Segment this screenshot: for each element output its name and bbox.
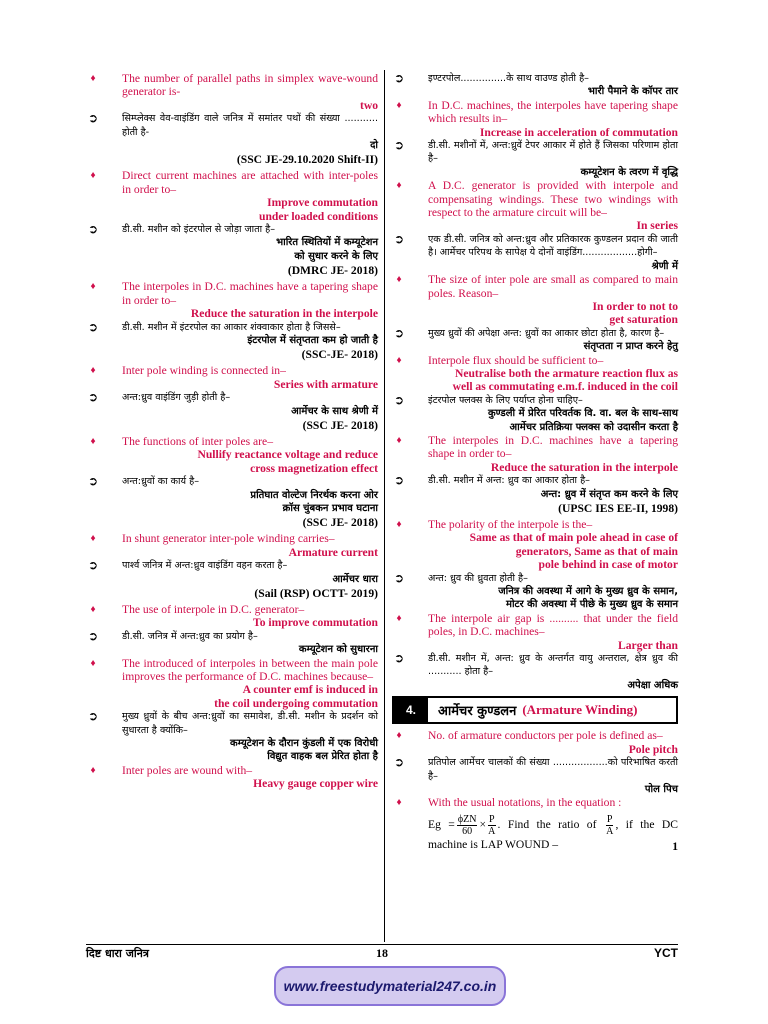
answer-text: अन्त: ध्रुव में संतृप्त कम करने के लिए <box>540 488 678 500</box>
answer-text: well as commutating e.m.f. induced in the coil <box>452 380 678 394</box>
question-text: In shunt generator inter-pole winding carries– <box>122 532 335 546</box>
left-column <box>86 72 378 791</box>
answer-text: Larger than <box>617 638 678 652</box>
answer-text: Increase in acceleration of commutation <box>479 125 678 139</box>
diamond-bullet-icon: ♦ <box>90 533 96 545</box>
answer-text: To improve commutation <box>253 616 378 630</box>
curved-arrow-icon: ➲ <box>393 231 405 246</box>
question-hindi <box>86 321 378 348</box>
exam-reference: (SSC-JE- 2018) <box>301 348 378 362</box>
answer-text: Improve commutation <box>267 196 378 210</box>
answer-text: को सुधार करने के लिए <box>294 250 378 262</box>
diamond-bullet-icon: ♦ <box>396 99 402 111</box>
diamond-bullet-icon: ♦ <box>396 797 402 809</box>
curved-arrow-icon: ➲ <box>87 558 99 573</box>
diamond-bullet-icon: ♦ <box>396 274 402 286</box>
question-english <box>86 603 378 630</box>
question-english <box>392 729 678 756</box>
question-english <box>86 657 378 711</box>
section-title-hindi: आर्मेचर कुण्डलन <box>438 704 517 720</box>
exam-reference: (DMRC JE- 2018) <box>287 264 378 278</box>
answer-text: क्रॉस चुंबकन प्रभाव घटाना <box>282 502 378 514</box>
curved-arrow-icon: ➲ <box>87 474 99 489</box>
times-sign: × <box>479 817 486 831</box>
fraction-p-a <box>488 814 496 837</box>
answer-text: जनित्र की अवस्था में आगे के मुख्य ध्रुव के समान, <box>498 586 678 598</box>
question-text: डी.सी. मशीन में इंटरपोल का आकार शंक्वाकार होता है जिससे– <box>122 321 341 333</box>
exam-reference: (Sail (RSP) OCTT- 2019) <box>254 587 378 600</box>
answer-text: the coil undergoing commutation <box>214 696 378 710</box>
fraction-phizn-60 <box>457 814 478 837</box>
question-text: The interpole air gap is .......... that under the field poles, in D.C. machines– <box>428 611 678 639</box>
question-english <box>392 273 678 327</box>
answer-text: इंटरपोल में संतृप्तता कम हो जाती है <box>247 334 378 346</box>
question-english <box>86 764 378 791</box>
exam-reference: (UPSC IES EE-II, 1998) <box>558 502 678 515</box>
curved-arrow-icon: ➲ <box>87 319 99 334</box>
right-column <box>392 72 678 855</box>
curved-arrow-icon: ➲ <box>393 570 405 585</box>
question-english <box>392 354 678 394</box>
diamond-bullet-icon: ♦ <box>90 365 96 377</box>
question-text: The functions of inter poles are– <box>122 434 273 448</box>
exam-reference: (SSC JE- 2018) <box>302 516 378 530</box>
question-text: डी.सी. मशीन में अन्त: ध्रुव का आकार होता है– <box>428 475 590 487</box>
answer-text: पोल पिच <box>644 783 678 795</box>
answer-text: प्रतिघात वोल्टेज निरर्थक करना ओर <box>250 489 378 501</box>
answer-text: दो <box>370 140 378 152</box>
answer-text: भारी पैमाने के कॉपर तार <box>587 86 678 98</box>
answer-text: get saturation <box>609 313 678 327</box>
question-hindi <box>392 572 678 612</box>
question-hindi <box>392 756 678 796</box>
question-text: मुख्य ध्रुवों के बीच अन्त:ध्रुवों का समावेश, डी.सी. मशीन के प्रदर्शन को सुधारता है क्योंकि– <box>122 711 378 736</box>
curved-arrow-icon: ➲ <box>393 71 405 85</box>
formula-question <box>392 814 678 855</box>
answer-text: Same as that of main pole ahead in case of <box>469 531 678 545</box>
answer-text: Neutralise both the armature reaction flux as <box>454 366 678 380</box>
question-text: मुख्य ध्रुवों की अपेक्षा अन्त: ध्रुवों का आकार छोटा होता है, कारण है– <box>428 327 665 339</box>
fraction-p-a-ratio <box>606 814 614 837</box>
fraction-numerator: ϕZN <box>457 813 477 825</box>
question-english <box>392 612 678 652</box>
question-text: पार्श्व जनित्र में अन्त:ध्रुव वाइंडिंग वहन करता है– <box>122 560 288 572</box>
formula-tail-text: , if the DC machine is LAP WOUND – <box>428 817 678 851</box>
answer-text: pole behind in case of motor <box>538 558 678 572</box>
question-text: The interpoles in D.C. machines have a tapering shape in order to– <box>122 280 378 307</box>
diamond-bullet-icon: ♦ <box>396 612 402 624</box>
answer-text: कुण्डली में प्रेरित परिवर्तक वि. वा. बल के साथ-साथ <box>487 408 678 420</box>
question-hindi <box>86 630 378 657</box>
question-text: अन्त:ध्रुव वाइंडिंग जुड़ी होती है– <box>122 392 231 404</box>
answer-text: In series <box>636 219 678 233</box>
answer-text: अपेक्षा अधिक <box>627 679 678 691</box>
curved-arrow-icon: ➲ <box>87 628 99 643</box>
answer-text: भारित स्थितियों में कम्यूटेशन <box>276 237 378 249</box>
question-text: डी.सी. मशीन को इंटरपोल से जोड़ा जाता है– <box>122 224 276 236</box>
question-english <box>392 179 678 233</box>
question-hindi <box>86 112 378 152</box>
answer-text: कम्यूटेशन के त्वरण में वृद्धि <box>580 166 678 178</box>
diamond-bullet-icon: ♦ <box>90 435 96 447</box>
question-text: Direct current machines are attached with inter-poles in order to– <box>122 169 378 196</box>
diamond-bullet-icon: ♦ <box>396 434 402 446</box>
curved-arrow-icon: ➲ <box>393 325 405 340</box>
answer-text: कम्यूटेशन के दौरान कुंडली में एक विरोधी <box>230 738 378 750</box>
fraction-denominator: A <box>488 825 496 837</box>
formula-mid-text: . Find the ratio of <box>497 817 597 831</box>
answer-text: Series with armature <box>273 377 378 391</box>
question-text: इंटरपोल फ्लक्स के लिए पर्याप्त होना चाहिए– <box>428 394 583 406</box>
question-text: अन्त:ध्रुवों का कार्य है– <box>122 476 200 488</box>
curved-arrow-icon: ➲ <box>393 755 405 770</box>
answer-text: A counter emf is induced in <box>242 683 378 697</box>
question-text: The use of interpole in D.C. generator– <box>122 603 305 616</box>
question-english <box>392 99 678 139</box>
curved-arrow-icon: ➲ <box>87 111 99 126</box>
question-english <box>392 434 678 474</box>
question-text: डी.सी. मशीनों में, अन्त:ध्रुवें टेपर आकार में होते हैं जिसका परिणाम होता है– <box>428 140 678 165</box>
diamond-bullet-icon: ♦ <box>396 730 402 742</box>
question-hindi <box>392 233 678 273</box>
curved-arrow-icon: ➲ <box>87 709 99 724</box>
diamond-bullet-icon: ♦ <box>90 604 96 615</box>
question-english <box>86 364 378 391</box>
answer-text: 1 <box>672 839 678 853</box>
website-link[interactable]: www.freestudymaterial247.co.in <box>274 966 506 1006</box>
question-english <box>86 280 378 320</box>
curved-arrow-icon: ➲ <box>393 473 405 488</box>
answer-text: श्रेणी में <box>651 260 678 272</box>
curved-arrow-icon: ➲ <box>87 390 99 405</box>
question-text: Interpole flux should be sufficient to– <box>428 353 604 367</box>
answer-text: मोटर की अवस्था में पीछे के मुख्य ध्रुव के समान <box>505 599 678 611</box>
question-text: The number of parallel paths in simplex wave-wound generator is- <box>122 72 378 99</box>
diamond-bullet-icon: ♦ <box>90 281 96 293</box>
answer-text: Nullify reactance voltage and reduce <box>197 448 378 462</box>
section-title-english: (Armature Winding) <box>522 702 638 718</box>
question-text: इण्टरपोल...............के साथ वाउण्ड होती है– <box>428 73 589 84</box>
question-text: प्रतिपोल आर्मेचर चालकों की संख्या ..................को परिभाषित करती है– <box>428 757 678 782</box>
answer-text: In order to not to <box>592 299 678 313</box>
exam-reference: (SSC JE-29.10.2020 Shift-II) <box>236 153 378 167</box>
question-hindi <box>86 391 378 418</box>
answer-text: under loaded conditions <box>259 209 378 223</box>
fraction-numerator: P <box>488 813 495 825</box>
exam-reference: (SSC JE- 2018) <box>302 418 378 432</box>
answer-text: generators, Same as that of main <box>515 544 678 558</box>
question-text: A D.C. generator is provided with interpole and compensating windings. These two windings with respect to the armature circuit will be– <box>428 179 678 220</box>
answer-text: विद्युत वाहक बल प्रेरित होता है <box>267 751 378 763</box>
question-text: Inter poles are wound with– <box>122 763 253 777</box>
fraction-denominator: 60 <box>462 825 473 837</box>
question-hindi <box>392 474 678 501</box>
answer-text: कम्यूटेशन को सुधारना <box>298 644 378 656</box>
diamond-bullet-icon: ♦ <box>396 180 402 192</box>
question-text: सिम्प्लेक्स वेव-वाइंडिंग वाले जनित्र में समांतर पथों की संख्या ........... होती है- <box>122 113 378 138</box>
question-english <box>392 518 678 572</box>
question-hindi <box>392 327 678 354</box>
question-text: In D.C. machines, the interpoles have tapering shape which results in– <box>428 98 678 126</box>
question-hindi <box>392 139 678 179</box>
question-english <box>86 532 378 559</box>
page-footer <box>86 944 678 959</box>
question-hindi <box>86 559 378 586</box>
question-text: Inter pole winding is connected in– <box>122 364 286 378</box>
question-text: The size of inter pole are small as compared to main poles. Reason– <box>428 273 678 300</box>
question-english <box>86 435 378 475</box>
question-text: डी.सी. मशीन में, अन्त: ध्रुव के अन्तर्गत वायु अन्तराल, क्षेत्र ध्रुव की ........... होता है– <box>428 653 678 678</box>
diamond-bullet-icon: ♦ <box>90 657 96 669</box>
question-english <box>392 796 678 809</box>
question-english <box>86 72 378 112</box>
question-text: डी.सी. जनित्र में अन्त:ध्रुव का प्रयोग है– <box>122 630 258 642</box>
question-text: No. of armature conductors per pole is defined as– <box>428 729 663 743</box>
answer-text: cross magnetization effect <box>250 461 378 475</box>
fraction-denominator: A <box>606 825 614 837</box>
section-header <box>392 696 678 724</box>
diamond-bullet-icon: ♦ <box>396 354 402 366</box>
question-text: The introduced of interpoles in between the main pole improves the performance of D.C. machines because– <box>122 656 378 684</box>
question-hindi <box>392 652 678 692</box>
question-text: With the usual notations, in the equation : <box>428 796 622 810</box>
answer-text: two <box>359 98 378 112</box>
answer-text: Armature current <box>288 545 378 559</box>
answer-text: आर्मेचर धारा <box>332 573 378 585</box>
question-hindi <box>86 223 378 263</box>
question-hindi <box>86 475 378 515</box>
question-text: एक डी.सी. जनित्र को अन्त:ध्रुव और प्रतिकारक कुण्डलन प्रदान की जाती है। आर्मेचर परिपथ के सापेक्ष ये दोनों वाइंडिंग..................होगी– <box>428 233 678 259</box>
question-hindi <box>392 72 678 99</box>
answer-text: Reduce the saturation in the interpole <box>190 307 378 321</box>
fraction-numerator: P <box>606 813 613 825</box>
page-number: 18 <box>376 946 388 960</box>
question-hindi <box>86 710 378 764</box>
curved-arrow-icon: ➲ <box>393 138 405 153</box>
diamond-bullet-icon: ♦ <box>90 170 96 182</box>
question-text: अन्त: ध्रुव की ध्रुवता होती है– <box>428 572 528 584</box>
footer-brand: YCT <box>654 946 678 960</box>
question-text: The polarity of the interpole is the– <box>428 518 593 531</box>
footer-chapter: दिष्ट धारा जनित्र <box>86 947 149 960</box>
curved-arrow-icon: ➲ <box>393 651 405 666</box>
question-english <box>86 169 378 223</box>
question-hindi <box>392 394 678 434</box>
curved-arrow-icon: ➲ <box>393 392 405 407</box>
answer-text: Reduce the saturation in the interpole <box>490 460 678 474</box>
diamond-bullet-icon: ♦ <box>90 73 96 84</box>
curved-arrow-icon: ➲ <box>87 222 99 237</box>
section-number: 4. <box>394 698 428 722</box>
answer-text: आर्मेचर प्रतिक्रिया फ्लक्स को उदासीन करता है <box>509 421 678 433</box>
answer-text: Pole pitch <box>628 742 678 756</box>
question-text: The interpoles in D.C. machines have a tapering shape in order to– <box>428 433 678 461</box>
formula-lhs: Eg = <box>428 817 455 831</box>
answer-text: आर्मेचर के साथ श्रेणी में <box>291 405 378 417</box>
column-divider <box>384 70 385 942</box>
answer-text: संतृप्तता न प्राप्त करने हेतु <box>583 341 678 353</box>
diamond-bullet-icon: ♦ <box>90 764 96 776</box>
answer-text: Heavy gauge copper wire <box>253 777 378 791</box>
diamond-bullet-icon: ♦ <box>396 519 402 530</box>
